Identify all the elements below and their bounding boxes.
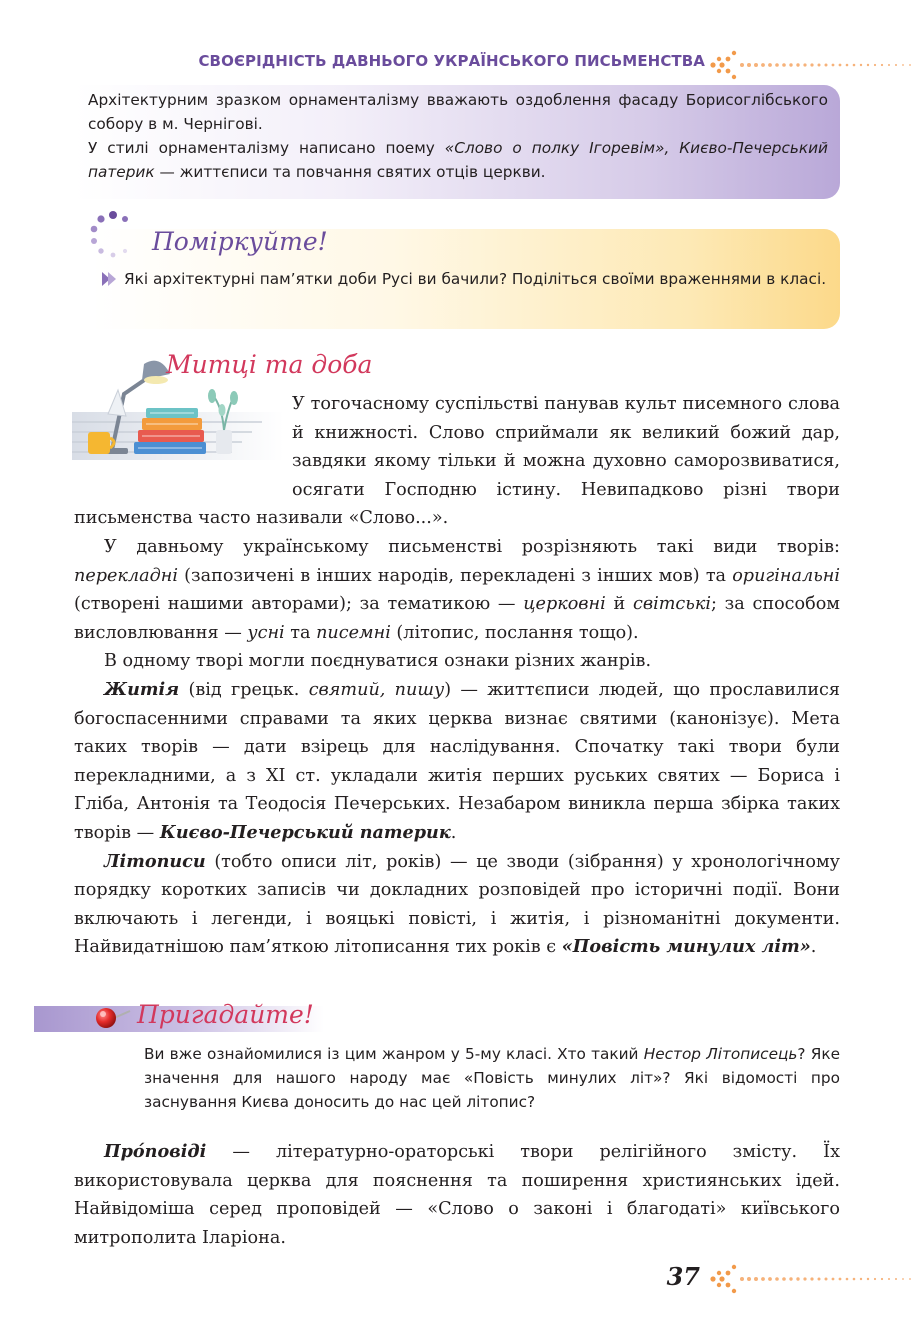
paragraph-word-cult: У тогочасному суспільстві панував культ писемного слова й книжності. Слово сприймали як великий божий дар, завдяки якому тільки й можна духовно саморозвиватися, осягати Господню істину. Невипадково різні твори письменства часто називали «Слово...». (74, 394, 840, 529)
ornamentalism-paragraph-2: У стилі орнаменталізму написано поему «Слово о полку Ігоревім», Києво-Печерський патерик — життєписи та повчання святих отців церкви. (88, 139, 829, 181)
remember-text (144, 1042, 840, 1114)
paragraph-sermons: Про́повіді — літературно-ораторські твори релігійного змісту. Їх використовувала церква для пояснення та поширення християнських ідей. Найвідоміша серед проповідей — «Слово о законі і благодаті» київського митрополита Іларіона. (74, 1141, 840, 1248)
running-header: СВОЄРІДНІСТЬ ДАВНЬОГО УКРАЇНСЬКОГО ПИСЬМЕНСТВА (198, 52, 705, 70)
ornamentalism-text (88, 88, 828, 184)
main-body-text (74, 390, 840, 962)
pin-icon (94, 1005, 132, 1031)
ornamentalism-paragraph-1: Архітектурним зразком орнаменталізму вважають оздоблення фасаду Борисоглібського собору в м. Чернігові. (88, 91, 828, 133)
illustration-wrap-space (74, 390, 292, 484)
dots-circle-icon (88, 209, 138, 259)
remember-title: Пригадайте! (137, 1000, 314, 1029)
think-title: Поміркуйте! (152, 227, 328, 256)
footer-arrow-decoration (708, 1262, 918, 1296)
remember-question: Ви вже ознайомилися із цим жанром у 5-му класі. Хто такий Нестор Літописець? Яке значення для нашого народу має «Повість минулих літ»? Які відомості про заснування Києва доносить до нас цей літопис? (144, 1045, 841, 1111)
artists-section-title: Митці та доба (166, 350, 373, 379)
think-question: Які архітектурні пам’ятки доби Русі ви бачили? Поділіться своїми враженнями в класі. (124, 270, 827, 288)
page-number: 37 (666, 1262, 700, 1291)
paragraph-genres: В одному творі могли поєднуватися ознаки різних жанрів. (104, 651, 652, 672)
paragraph-lives-of-saints: Житія (від грецьк. святий, пишу) — життєписи людей, що прославилися богоспасенними справами та яких церква визнає святими (канонізує). Мета таких творів — дати взірець для наслідування. Спочатку такі твори були перекладними, а з XI ст. укладали житія перших руських святих — Бориса і Гліба, Антонія та Теодосія Печерських. Незабаром виникла перша збірка таких творів — Києво-Печерський патерик. (74, 678, 840, 843)
sermons-text (74, 1138, 840, 1252)
arrow-bullet-icon (102, 272, 120, 286)
paragraph-kinds-of-works: У давньому українському письменстві розрізняють такі види творів: перекладні (запозичені в інших народів, перекладені з інших мов) та оригінальні (створені нашими авторами); за тематикою — церковні й світські; за способом висловлювання — усні та писемні (літопис, послання тощо). (74, 536, 840, 643)
paragraph-chronicles: Літописи (тобто описи літ, років) — це зводи (зібрання) у хронологічному порядку коротких записів чи докладних розповідей про історичні події. Вони включають і легенди, і вояцькі повісті, і житія, і різноманітні документи. Найвидатнішою пам’яткою літописання тих років є «Повість минулих літ». (74, 850, 840, 958)
header-arrow-decoration (708, 48, 918, 82)
